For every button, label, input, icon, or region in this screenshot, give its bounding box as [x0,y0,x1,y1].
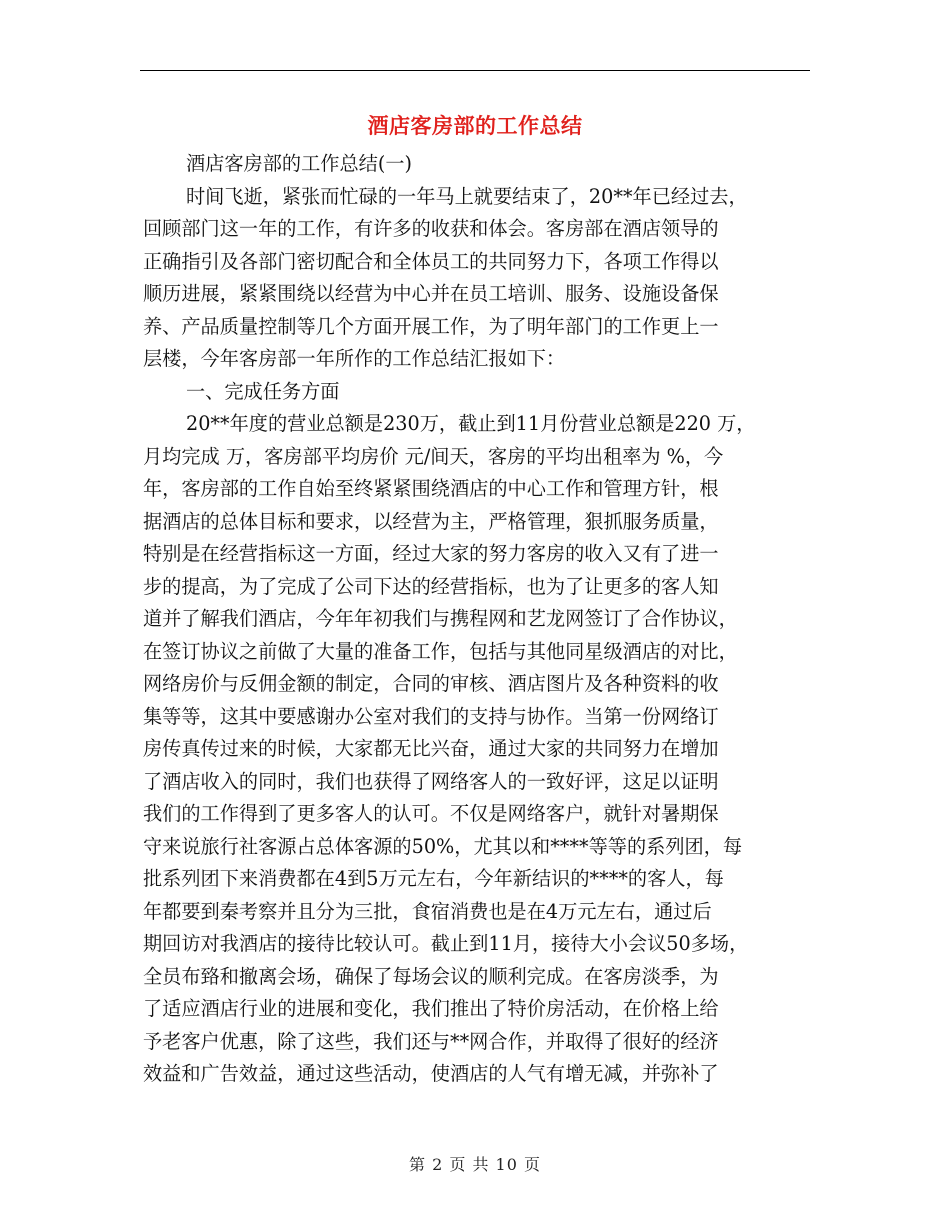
text-line: 网络房价与反佣金额的制定，合同的审核、酒店图片及各种资料的收 [143,672,719,695]
text-line: 步的提高，为了完成了公司下达的经营指标，也为了让更多的客人知 [143,574,719,598]
text-line: 我们的工作得到了更多客人的认可。不仅是网络客户，就针对暑期保 [143,802,719,825]
text-line: 全员布臵和撤离会场，确保了每场会议的顺利完成。在客房淡季，为 [143,964,719,988]
text-line: 回顾部门这一年的工作，有许多的收获和体会。客房部在酒店领导的 [143,217,719,240]
text-line: 在签订协议之前做了大量的准备工作，包括与其他同星级酒店的对比， [143,639,738,663]
text-line: 集等等，这其中要感谢办公室对我们的支持与协作。当第一份网络订 [143,704,719,728]
text-line: 特别是在经营指标这一方面，经过大家的努力客房的收入又有了进一 [143,542,719,565]
text-line: 时间飞逝，紧张而忙碌的一年马上就要结束了，20**年已经过去， [186,184,748,208]
text-line: 予老客户优惠，除了这些，我们还与**网合作，并取得了很好的经济 [143,1029,719,1053]
text-line: 守来说旅行社客源占总体客源的50%，尤其以和****等等的系列团，每 [143,834,743,858]
text-line: 顺历进展，紧紧围绕以经营为中心并在员工培训、服务、设施设备保 [143,282,719,305]
text-line: 期回访对我酒店的接待比较认可。截止到11月，接待大小会议50多场， [143,932,749,955]
text-line: 道并了解我们酒店，今年年初我们与携程网和艺龙网签订了合作协议， [143,607,738,630]
page-number: 第 2 页 共 10 页 [409,1155,541,1174]
text-line: 据酒店的总体目标和要求，以经营为主，严格管理，狠抓服务质量， [143,509,719,533]
text-line: 了适应酒店行业的进展和变化，我们推出了特价房活动，在价格上给 [143,997,719,1020]
text-line: 一、完成任务方面 [186,379,340,403]
text-line: 房传真传过来的时候，大家都无比兴奋，通过大家的共同努力在增加 [143,737,719,760]
text-line: 效益和广告效益，通过这些活动，使酒店的人气有增无减，并弥补了 [143,1062,719,1085]
text-line: 了酒店收入的同时，我们也获得了网络客人的一致好评，这足以证明 [143,769,719,793]
document-body [143,148,815,1091]
text-line: 批系列团下来消费都在4到5万元左右，今年新结识的****的客人，每 [143,867,724,890]
text-line: 酒店客房部的工作总结(一) [186,152,413,175]
text-line: 层楼，今年客房部一年所作的工作总结汇报如下： [143,347,566,370]
text-line: 月均完成 万，客房部平均房价 元/间天，客房的平均出租率为 %，今 [143,444,724,468]
text-line: 年都要到秦考察并且分为三批，食宿消费也是在4万元左右，通过后 [143,899,712,923]
text-line: 年，客房部的工作自始至终紧紧围绕酒店的中心工作和管理方针，根 [143,477,719,500]
document-title: 酒店客房部的工作总结 [367,113,583,138]
header-rule [140,70,810,71]
text-line: 正确指引及各部门密切配合和全体员工的共同努力下，各项工作得以 [143,249,719,273]
text-line: 20**年度的营业总额是230万，截止到11月份营业总额是220 万， [186,412,756,435]
text-line: 养、产品质量控制等几个方面开展工作，为了明年部门的工作更上一 [143,314,719,338]
